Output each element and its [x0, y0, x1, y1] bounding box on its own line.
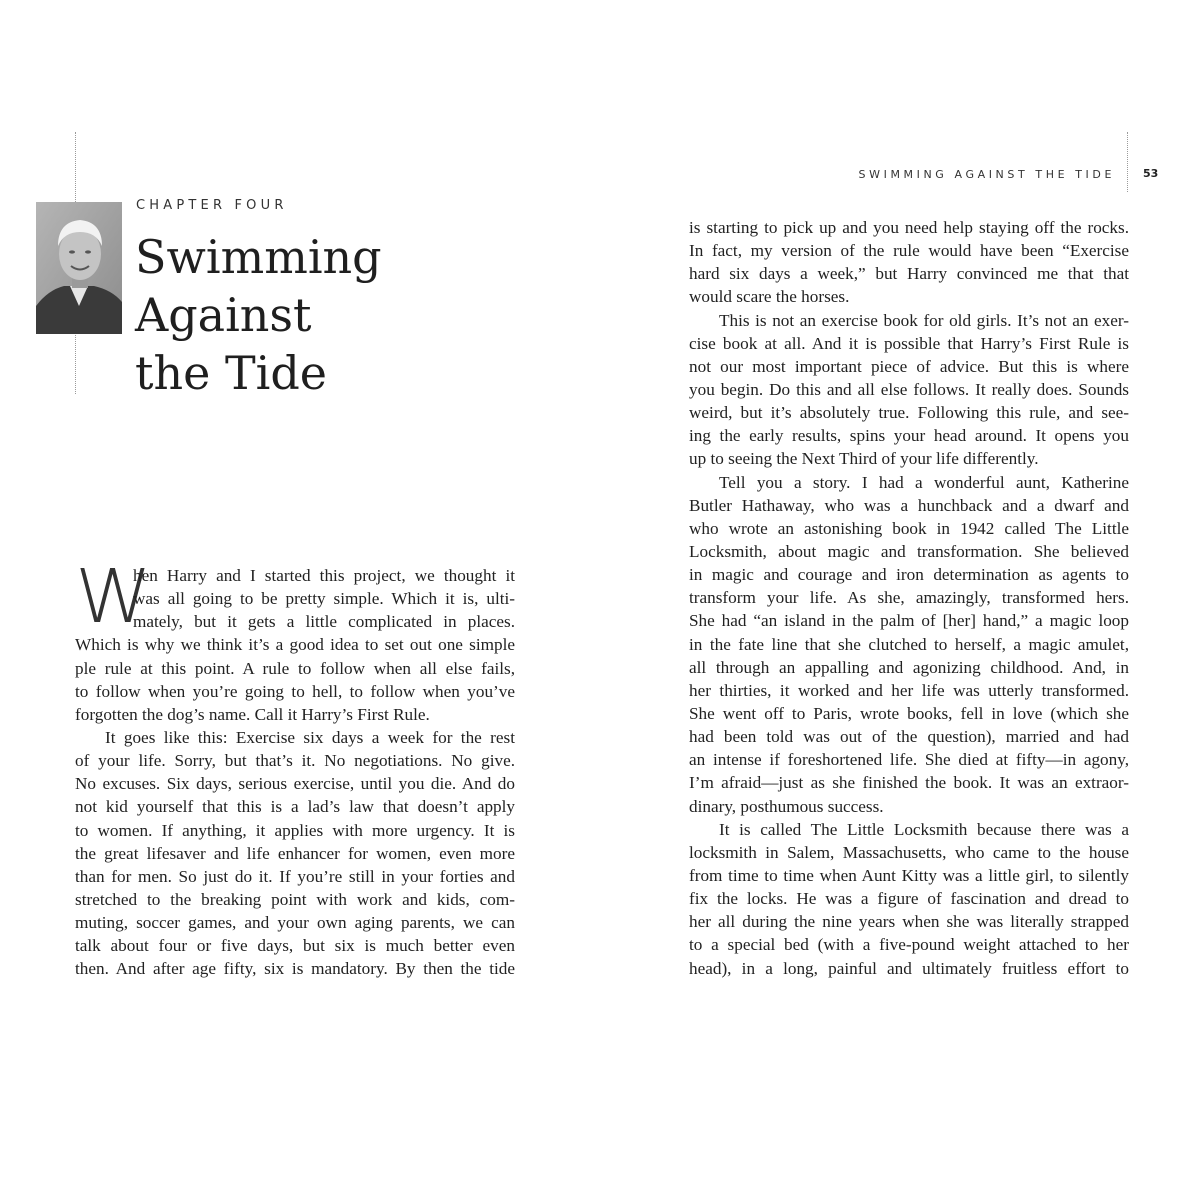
text-line: [689, 471, 1129, 494]
text-line: not kid yourself that this is a lad’s law that doesn’t apply: [75, 797, 515, 817]
text-line: transform your life. As she, amazingly, transformed hers.: [689, 588, 1129, 608]
text-line: Locksmith, about magic and transformation. She believed: [689, 541, 1129, 561]
text-line: [75, 726, 515, 749]
right-dotted-rule: [1127, 132, 1128, 192]
text-line: to women. If anything, it applies with more urgency. It is: [75, 820, 515, 840]
text-line: I’m afraid—just as she finished the book. It was an extraor-: [689, 773, 1129, 793]
text-line: you begin. Do this and all else follows. It really does. Sounds: [689, 379, 1129, 399]
text-line: forgotten the dog’s name. Call it Harry’s First Rule.: [75, 704, 430, 724]
text-line: in magic and courage and iron determination as agents to: [689, 565, 1129, 585]
text-line: fix the locks. He was a figure of fascination and dread to: [689, 889, 1129, 909]
text-line-content: It is called The Little Locksmith because there was a: [719, 819, 1129, 839]
text-line: up to seeing the Next Third of your life differently.: [689, 449, 1039, 469]
chapter-title: [135, 228, 435, 402]
text-line: cise book at all. And it is possible that Harry’s First Rule is: [689, 333, 1129, 353]
text-line: [689, 309, 1129, 332]
text-line: the great lifesaver and life enhancer for women, even more: [75, 843, 515, 863]
text-line: was all going to be pretty simple. Which it is, ulti-: [133, 589, 515, 609]
text-line: to follow when you’re going to hell, to follow when you’ve: [75, 681, 515, 701]
drop-cap: W: [75, 554, 152, 640]
text-line: than for men. So just do it. If you’re still in your forties and: [75, 866, 515, 886]
text-line: her thirties, it worked and her life was utterly transformed.: [689, 680, 1129, 700]
text-line-content: Tell you a story. I had a wonderful aunt, Katherine: [719, 472, 1129, 492]
text-line: muting, soccer games, and your own aging parents, we can: [75, 913, 515, 933]
text-line: an intense if foreshortened life. She died at fifty—in agony,: [689, 750, 1129, 770]
text-line: hard six days a week,” but Harry convinced me that that: [689, 264, 1129, 284]
text-line: She had “an island in the palm of [her] hand,” a magic loop: [689, 611, 1129, 631]
text-line: No excuses. Six days, serious exercise, until you die. And do: [75, 774, 515, 794]
text-line: ple rule at this point. A rule to follow when all else fails,: [75, 658, 515, 678]
text-line: head), in a long, painful and ultimately fruitless effort to: [689, 958, 1129, 978]
author-photo: [36, 202, 122, 334]
chapter-title-line: Against: [135, 288, 312, 342]
left-body-text: [75, 564, 515, 981]
text-line: Butler Hathaway, who was a hunchback and a dwarf and: [689, 495, 1129, 515]
text-line: mately, but it gets a little complicated in places.: [133, 612, 515, 632]
text-line: of your life. Sorry, but that’s it. No negotiations. No give.: [75, 751, 515, 771]
text-line: ing the early results, spins your head around. It opens you: [689, 426, 1129, 446]
text-line: is starting to pick up and you need help staying off the rocks.: [689, 218, 1129, 237]
chapter-label: CHAPTER FOUR: [136, 198, 288, 213]
text-line: dinary, posthumous success.: [689, 796, 884, 816]
text-line: all through an appalling and agonizing childhood. And, in: [689, 657, 1129, 677]
text-line-content: It goes like this: Exercise six days a week for the rest: [105, 727, 515, 747]
text-line: her all during the nine years when she was literally strapped: [689, 912, 1129, 932]
text-line: who wrote an astonishing book in 1942 called The Little: [689, 518, 1129, 538]
text-line: In fact, my version of the rule would have been “Exercise: [689, 241, 1129, 261]
text-line: would scare the horses.: [689, 287, 850, 307]
text-line: to a special bed (with a five-pound weight attached to her: [689, 935, 1129, 955]
text-line: from time to time when Aunt Kitty was a little girl, to silently: [689, 865, 1129, 885]
text-line: then. And after age fifty, six is mandatory. By then the tide: [75, 959, 515, 979]
text-line: locksmith in Salem, Massachusetts, who came to the house: [689, 842, 1129, 862]
page-number: 53: [1143, 167, 1159, 180]
text-line: talk about four or five days, but six is much better even: [75, 936, 515, 956]
text-line: weird, but it’s absolutely true. Following this rule, and see-: [689, 403, 1129, 423]
chapter-title-line: Swimming: [135, 230, 382, 284]
text-line: in the fate line that she clutched to herself, a magic amulet,: [689, 634, 1129, 654]
text-line: not our most important piece of advice. But this is where: [689, 356, 1129, 376]
text-line: stretched to the breaking point with work and kids, com-: [75, 889, 515, 909]
text-line: Which is why we think it’s a good idea to set out one simple: [75, 635, 515, 655]
text-line: [689, 818, 1129, 841]
text-line: hen Harry and I started this project, we thought it: [133, 566, 515, 585]
text-line: She went off to Paris, wrote books, fell in love (which she: [689, 703, 1129, 723]
chapter-title-line: the Tide: [135, 346, 328, 400]
text-line: had been told was out of the question), married and had: [689, 727, 1129, 747]
running-head: SWIMMING AGAINST THE TIDE: [858, 168, 1115, 181]
right-body-text: [689, 216, 1129, 980]
text-line-content: This is not an exercise book for old girls. It’s not an exer-: [719, 310, 1129, 330]
